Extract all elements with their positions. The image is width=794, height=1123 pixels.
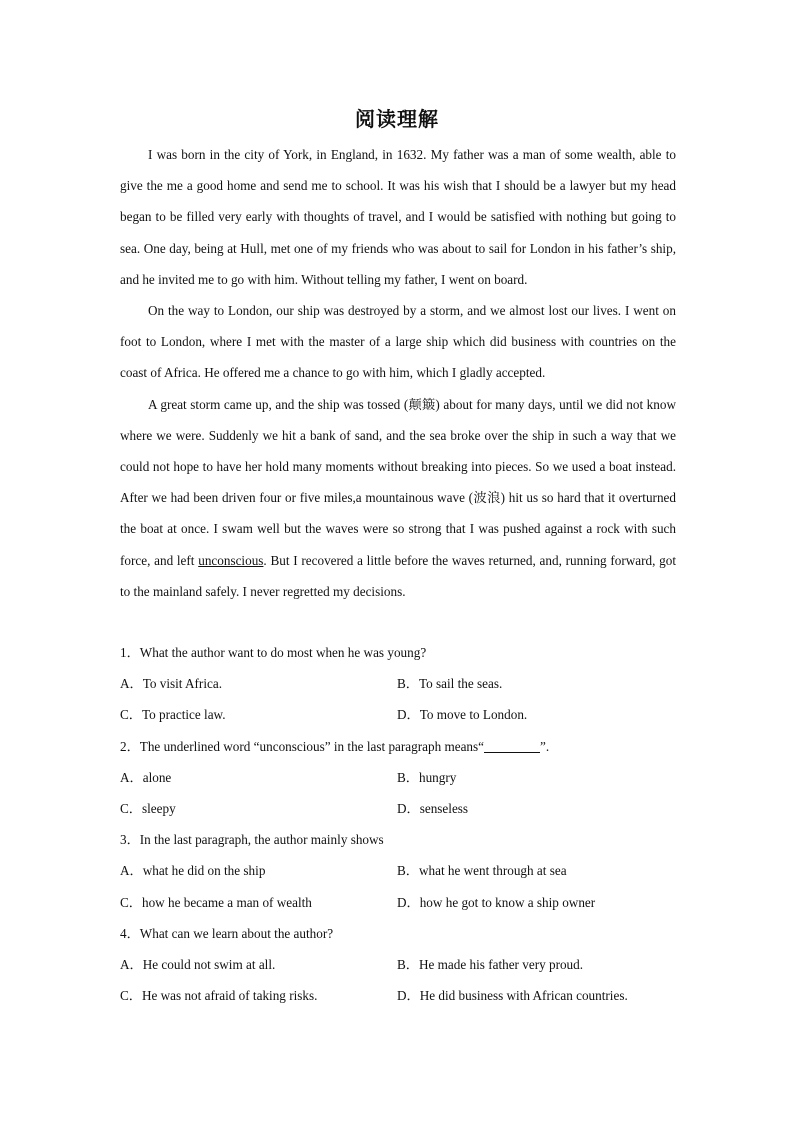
question-stem-start: 2．The underlined word “unconscious” in the last paragraph means“ bbox=[120, 738, 485, 754]
page-title: 阅读理解 bbox=[355, 109, 439, 131]
option-d[interactable]: D．To move to London. bbox=[397, 707, 528, 723]
option-a[interactable]: A．To visit Africa. bbox=[120, 676, 222, 692]
option-row bbox=[120, 793, 680, 824]
option-row bbox=[120, 762, 680, 793]
option-d[interactable]: D．senseless bbox=[397, 801, 469, 817]
question-stem: 3．In the last paragraph, the author mainly shows bbox=[120, 832, 384, 848]
paragraph-3-text-end: . But I recovered a little before the waves returned, and, running forward, got to the mainland safely. I never regretted my decisions. bbox=[120, 552, 676, 599]
question-stem: 4．What can we learn about the author? bbox=[120, 925, 334, 941]
question-1 bbox=[120, 637, 680, 731]
option-c[interactable]: C．sleepy bbox=[120, 801, 176, 817]
option-row bbox=[120, 668, 680, 699]
option-b[interactable]: B．He made his father very proud. bbox=[397, 957, 584, 973]
option-a[interactable]: A．alone bbox=[120, 769, 172, 785]
question-stem-end: ”. bbox=[540, 738, 550, 754]
option-d[interactable]: D．He did business with African countries. bbox=[397, 988, 628, 1004]
paragraph-3-text-start: A great storm came up, and the ship was tossed (颠簸) about for many days, until we did not know where we were. Suddenly we hit a bank of sand, and the sea broke over the ship in such a way that we could not hope to have her hold many moments without breaking into pieces. So we used a boat instead. After we had been driven four or five miles,a mountainous wave (波浪) hit us so hard that it overturned the boat at once. I swam well but the waves were so strong that I was pushed against a rock with such force, and left bbox=[120, 396, 676, 568]
option-row bbox=[120, 980, 680, 1011]
reading-passage bbox=[120, 139, 676, 607]
answer-blank bbox=[484, 738, 540, 753]
option-c[interactable]: C．how he became a man of wealth bbox=[120, 894, 312, 910]
question-3 bbox=[120, 824, 680, 918]
question-list bbox=[120, 637, 680, 1011]
option-a[interactable]: A．He could not swim at all. bbox=[120, 957, 276, 973]
question-stem: 1．What the author want to do most when he was young? bbox=[120, 645, 427, 660]
option-row bbox=[120, 855, 680, 886]
option-row bbox=[120, 699, 680, 730]
option-d[interactable]: D．how he got to know a ship owner bbox=[397, 894, 596, 910]
option-c[interactable]: C．He was not afraid of taking risks. bbox=[120, 988, 318, 1004]
option-row bbox=[120, 887, 680, 918]
option-b[interactable]: B．hungry bbox=[397, 769, 457, 785]
question-2 bbox=[120, 731, 680, 825]
passage-paragraph-3 bbox=[120, 389, 676, 607]
passage-paragraph-1: I was born in the city of York, in England, in 1632. My father was a man of some wealth, able to give the me a good home and send me to school. It was his wish that I should be a lawyer but my head began to be filled very early with thoughts of travel, and I would be satisfied with nothing but going to sea. One day, being at Hull, met one of my friends who was about to sail for London in his father’s ship, and he invited me to go with him. Without telling my father, I went on board. bbox=[120, 147, 676, 287]
option-b[interactable]: B．To sail the seas. bbox=[397, 676, 503, 692]
underlined-word: unconscious bbox=[198, 552, 264, 568]
option-a[interactable]: A．what he did on the ship bbox=[120, 863, 266, 879]
option-b[interactable]: B．what he went through at sea bbox=[397, 863, 567, 879]
option-row bbox=[120, 949, 680, 980]
option-c[interactable]: C．To practice law. bbox=[120, 707, 226, 723]
question-4 bbox=[120, 918, 680, 1012]
passage-paragraph-2: On the way to London, our ship was destroyed by a storm, and we almost lost our lives. I went on foot to London, where I met with the master of a large ship which did business with countries on the coast of Africa. He offered me a chance to go with him, which I gladly accepted. bbox=[120, 303, 676, 381]
question-stem bbox=[120, 731, 680, 762]
